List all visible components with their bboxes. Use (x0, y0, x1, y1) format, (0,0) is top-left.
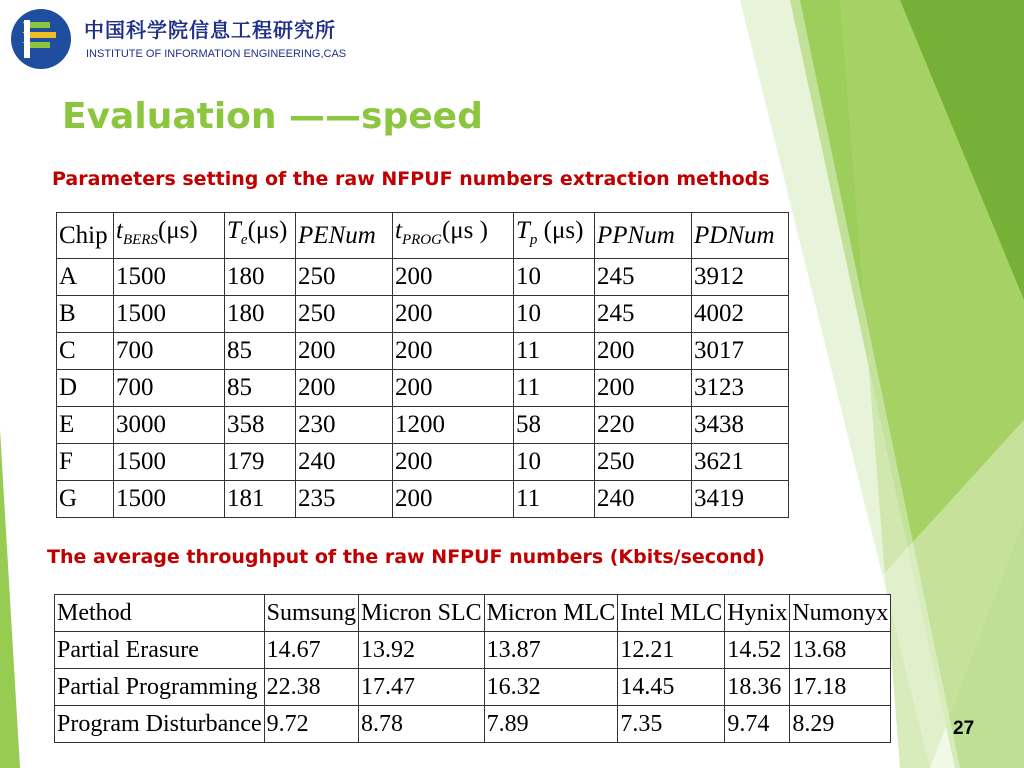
org-name-chinese: 中国科学院信息工程研究所 (84, 18, 336, 42)
table-cell: 180 (225, 296, 296, 333)
table-cell: Program Disturbance (55, 706, 265, 743)
header-cell: PDNum (692, 213, 789, 259)
table-cell: 3912 (692, 259, 789, 296)
table-cell: 1500 (114, 296, 225, 333)
table-cell: 240 (296, 444, 393, 481)
page-number: 27 (953, 718, 975, 739)
table-cell: 9.72 (264, 706, 358, 743)
table-cell: 700 (114, 333, 225, 370)
table-cell: 181 (225, 481, 296, 518)
table-cell: 17.18 (790, 669, 891, 706)
header-cell: Numonyx (790, 595, 891, 632)
table-header-row (55, 595, 891, 632)
table-cell: 18.36 (725, 669, 790, 706)
table-cell: 230 (296, 407, 393, 444)
parameters-table (56, 212, 789, 518)
table-cell: 14.45 (618, 669, 725, 706)
table-cell: 179 (225, 444, 296, 481)
table-cell: 200 (296, 333, 393, 370)
header-cell: Method (55, 595, 265, 632)
table-cell: 14.67 (264, 632, 358, 669)
org-name-english: INSTITUTE OF INFORMATION ENGINEERING,CAS (86, 48, 347, 60)
table-row (57, 333, 789, 370)
table-cell: 8.29 (790, 706, 891, 743)
table-cell: 358 (225, 407, 296, 444)
header-cell: Micron MLC (484, 595, 618, 632)
table-cell: 85 (225, 333, 296, 370)
header-cell: Intel MLC (618, 595, 725, 632)
table-cell: A (57, 259, 114, 296)
table-cell: 1200 (393, 407, 514, 444)
header-cell: $t_{BERS}(\mu s)$ (114, 213, 225, 259)
table-cell: 22.38 (264, 669, 358, 706)
table-cell: 250 (595, 444, 692, 481)
table-cell: 200 (296, 370, 393, 407)
table-row (57, 407, 789, 444)
institute-logo-icon (10, 8, 72, 70)
table-cell: 3000 (114, 407, 225, 444)
table-cell: 10 (514, 259, 595, 296)
table-cell: 200 (393, 333, 514, 370)
table-cell: 58 (514, 407, 595, 444)
table-cell: 700 (114, 370, 225, 407)
table-cell: 245 (595, 259, 692, 296)
header-cell: $T_e(\mu s)$ (225, 213, 296, 259)
header-cell: Micron SLC (358, 595, 484, 632)
header-cell: Chip (57, 213, 114, 259)
table-row (55, 669, 891, 706)
table-row (57, 370, 789, 407)
header-cell: Sumsung (264, 595, 358, 632)
table-cell: B (57, 296, 114, 333)
table-row (57, 296, 789, 333)
table-cell: 200 (393, 370, 514, 407)
table-cell: 7.35 (618, 706, 725, 743)
table-cell: D (57, 370, 114, 407)
table-row (55, 632, 891, 669)
table1-caption: Parameters setting of the raw NFPUF numbers extraction methods (52, 168, 770, 190)
table-cell: 11 (514, 370, 595, 407)
table-cell: 1500 (114, 481, 225, 518)
table-cell: C (57, 333, 114, 370)
throughput-table (54, 594, 891, 743)
table-cell: 240 (595, 481, 692, 518)
table-cell: 235 (296, 481, 393, 518)
table-cell: 11 (514, 481, 595, 518)
table-row (55, 706, 891, 743)
table-row (57, 444, 789, 481)
table-cell: 7.89 (484, 706, 618, 743)
table-header-row (57, 213, 789, 259)
table-cell: 14.52 (725, 632, 790, 669)
header-cell: $T_p$ (μs) (514, 213, 595, 259)
table-cell: 200 (595, 333, 692, 370)
table-cell: 220 (595, 407, 692, 444)
deco-shape-6 (0, 430, 20, 768)
table-cell: 1500 (114, 259, 225, 296)
table-cell: 3621 (692, 444, 789, 481)
table2-caption: The average throughput of the raw NFPUF numbers (Kbits/second) (47, 546, 765, 568)
table-cell: 10 (514, 444, 595, 481)
table-row (57, 259, 789, 296)
table-cell: 3123 (692, 370, 789, 407)
table-cell: 13.68 (790, 632, 891, 669)
table-cell: 13.87 (484, 632, 618, 669)
table-cell: E (57, 407, 114, 444)
table-cell: 85 (225, 370, 296, 407)
table-cell: 8.78 (358, 706, 484, 743)
table-cell: Partial Erasure (55, 632, 265, 669)
table-cell: 3017 (692, 333, 789, 370)
table-cell: 13.92 (358, 632, 484, 669)
table-cell: 9.74 (725, 706, 790, 743)
table-cell: 11 (514, 333, 595, 370)
table-cell: 245 (595, 296, 692, 333)
table-cell: F (57, 444, 114, 481)
header-cell: $t_{PROG}(\mu s$ ) (393, 213, 514, 259)
table-cell: 200 (393, 296, 514, 333)
table-cell: 250 (296, 259, 393, 296)
table-cell: 16.32 (484, 669, 618, 706)
table-cell: 3419 (692, 481, 789, 518)
table-cell: 180 (225, 259, 296, 296)
table-cell: 17.47 (358, 669, 484, 706)
table-cell: 200 (393, 444, 514, 481)
table-cell: 10 (514, 296, 595, 333)
table-cell: 1500 (114, 444, 225, 481)
slide-title: Evaluation ——speed (62, 96, 483, 137)
table-row (57, 481, 789, 518)
header-cell: Hynix (725, 595, 790, 632)
header-cell: PENum (296, 213, 393, 259)
table-cell: Partial Programming (55, 669, 265, 706)
table-cell: G (57, 481, 114, 518)
table-cell: 4002 (692, 296, 789, 333)
table-cell: 200 (393, 481, 514, 518)
table-cell: 3438 (692, 407, 789, 444)
header-cell: PPNum (595, 213, 692, 259)
table-cell: 250 (296, 296, 393, 333)
table-cell: 200 (393, 259, 514, 296)
table-cell: 12.21 (618, 632, 725, 669)
table-cell: 200 (595, 370, 692, 407)
